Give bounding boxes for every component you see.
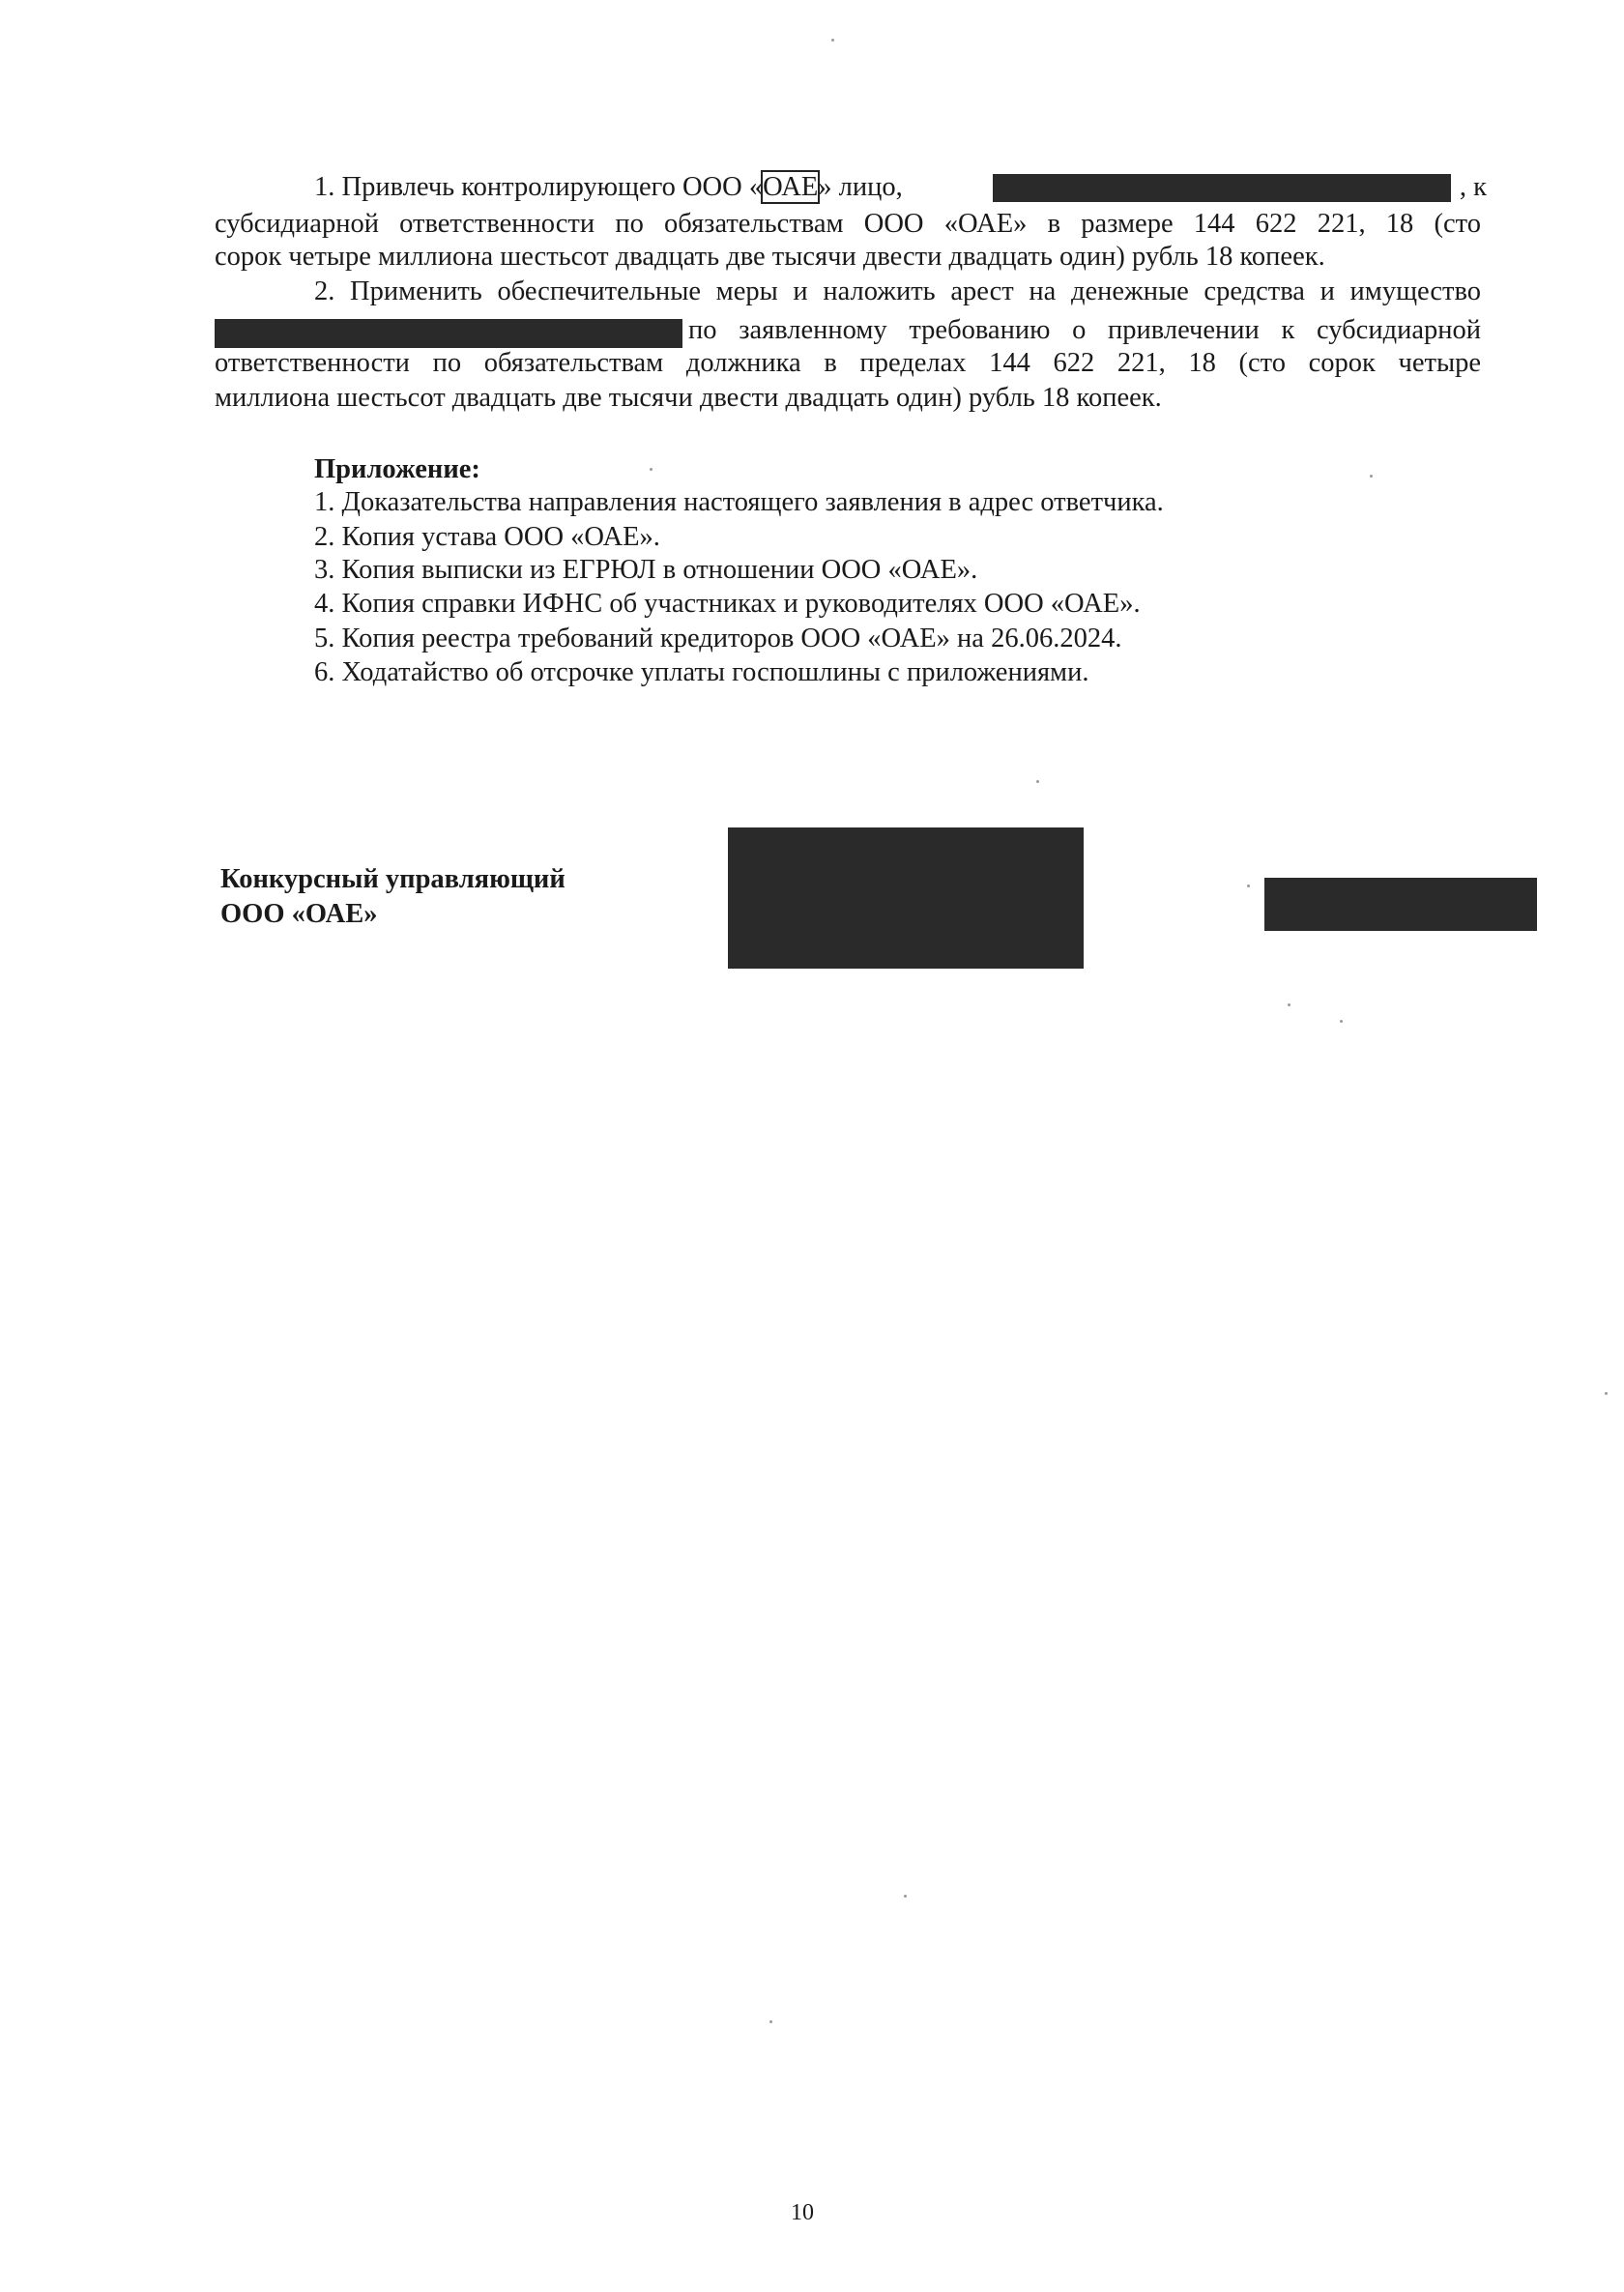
scan-speck xyxy=(650,468,652,471)
scan-speck xyxy=(904,1895,907,1898)
scan-speck xyxy=(831,39,834,42)
scan-speck xyxy=(1605,1392,1608,1395)
scan-speck xyxy=(1247,885,1250,887)
paragraph-1-line-3: сорок четыре миллиона шестьсот двадцать две тысячи двести двадцать один) рубль 18 копеек. xyxy=(215,242,1325,272)
attachment-item: 3. Копия выписки из ЕГРЮЛ в отношении ООО «ОАЕ». xyxy=(314,555,978,585)
p1-line1-end: , к xyxy=(1459,172,1487,202)
paragraph-1-line-2: субсидиарной ответственности по обязательствам ООО «ОАЕ» в размере 144 622 221, 18 (сто xyxy=(215,209,1481,239)
signature-redaction xyxy=(728,827,1084,969)
scan-speck xyxy=(1340,1020,1343,1023)
p1-line1-start: 1. Привлечь контролирующего ООО « xyxy=(314,172,764,202)
name-redaction xyxy=(1264,878,1537,931)
paragraph-2-line-4: миллиона шестьсот двадцать две тысячи двести двадцать один) рубль 18 копеек. xyxy=(215,383,1162,413)
attachment-item: 5. Копия реестра требований кредиторов ООО «ОАЕ» на 26.06.2024. xyxy=(314,624,1122,653)
attachments-title: Приложение: xyxy=(314,454,480,484)
signature-org: ООО «ОАЕ» xyxy=(220,899,378,929)
page-number: 10 xyxy=(791,2200,814,2225)
redaction-bar xyxy=(215,319,682,348)
paragraph-2-line-3: ответственности по обязательствам должника в пределах 144 622 221, 18 (сто сорок четыре xyxy=(215,348,1481,378)
scan-speck xyxy=(1288,1003,1290,1006)
signature-role: Конкурсный управляющий xyxy=(220,864,566,894)
attachment-item: 1. Доказательства направления настоящего заявления в адрес ответчика. xyxy=(314,487,1164,517)
redaction-bar xyxy=(993,174,1451,202)
p1-line1-mid: » лицо, xyxy=(818,172,903,202)
paragraph-2-line-1: 2. Применить обеспечительные меры и наложить арест на денежные средства и имущество xyxy=(314,276,1481,306)
attachment-item: 2. Копия устава ООО «ОАЕ». xyxy=(314,522,660,552)
paragraph-2-line-2: по заявленному требованию о привлечении к субсидиарной xyxy=(688,315,1481,345)
scan-speck xyxy=(1370,475,1373,478)
attachment-item: 6. Ходатайство об отсрочке уплаты госпошлины с приложениями. xyxy=(314,657,1089,687)
scan-speck xyxy=(769,2020,772,2023)
attachment-item: 4. Копия справки ИФНС об участниках и руководителях ООО «ОАЕ». xyxy=(314,589,1141,619)
p1-boxed-word: ОАЕ xyxy=(763,172,819,202)
scan-speck xyxy=(1036,780,1039,783)
